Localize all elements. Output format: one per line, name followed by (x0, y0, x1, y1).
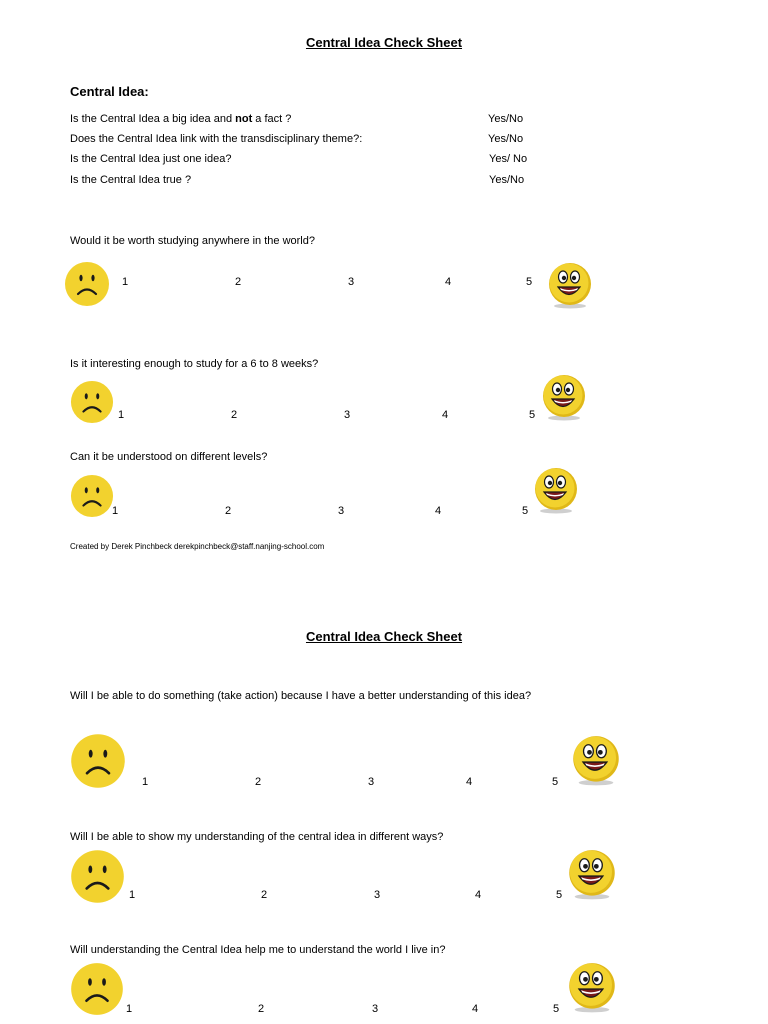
credit-line: Created by Derek Pinchbeck derekpinchbeck@staff.nanjing-school.com (70, 542, 325, 551)
sad-face-icon (64, 261, 110, 307)
rating-2[interactable]: 2 (261, 889, 268, 901)
sad-face-icon (70, 962, 124, 1016)
rating-1[interactable]: 1 (118, 409, 125, 421)
check-question-3: Is the Central Idea just one idea? (70, 153, 232, 165)
happy-face-icon (532, 467, 580, 515)
happy-face-icon (566, 962, 618, 1014)
scale-question-1: Would it be worth studying anywhere in the world? (70, 235, 315, 247)
happy-face-icon (540, 374, 588, 422)
rating-4[interactable]: 4 (466, 776, 473, 788)
rating-2[interactable]: 2 (231, 409, 238, 421)
rating-5[interactable]: 5 (556, 889, 563, 901)
sheet1-title: Central Idea Check Sheet (305, 35, 463, 50)
rating-4[interactable]: 4 (442, 409, 449, 421)
rating-2[interactable]: 2 (258, 1003, 265, 1015)
happy-face-icon (546, 262, 594, 310)
sad-face-icon (70, 474, 114, 518)
rating-1[interactable]: 1 (126, 1003, 133, 1015)
rating-3[interactable]: 3 (372, 1003, 379, 1015)
rating-5[interactable]: 5 (526, 276, 533, 288)
scale-question-2: Is it interesting enough to study for a 6 to 8 weeks? (70, 358, 319, 370)
rating-3[interactable]: 3 (344, 409, 351, 421)
rating-3[interactable]: 3 (338, 505, 345, 517)
rating-3[interactable]: 3 (374, 889, 381, 901)
rating-2[interactable]: 2 (225, 505, 232, 517)
check-answer-3[interactable]: Yes/ No (489, 153, 528, 165)
rating-4[interactable]: 4 (435, 505, 442, 517)
rating-5[interactable]: 5 (529, 409, 536, 421)
rating-1[interactable]: 1 (122, 276, 129, 288)
rating-5[interactable]: 5 (522, 505, 529, 517)
rating-4[interactable]: 4 (475, 889, 482, 901)
happy-face-icon (570, 735, 622, 787)
sheet2-title: Central Idea Check Sheet (305, 629, 463, 644)
rating-5[interactable]: 5 (553, 1003, 560, 1015)
scale-question-5: Will I be able to show my understanding of the central idea in different ways? (70, 831, 444, 843)
check-answer-2[interactable]: Yes/No (488, 133, 524, 145)
check-answer-1[interactable]: Yes/No (488, 113, 524, 125)
sad-face-icon (70, 380, 114, 424)
rating-2[interactable]: 2 (255, 776, 262, 788)
rating-5[interactable]: 5 (552, 776, 559, 788)
rating-3[interactable]: 3 (368, 776, 375, 788)
check-question-2: Does the Central Idea link with the transdisciplinary theme?: (70, 133, 363, 145)
rating-3[interactable]: 3 (348, 276, 355, 288)
rating-1[interactable]: 1 (129, 889, 136, 901)
scale-question-6: Will understanding the Central Idea help me to understand the world I live in? (70, 944, 446, 956)
check-question-4: Is the Central Idea true ? (70, 174, 192, 186)
sad-face-icon (70, 733, 126, 789)
check-answer-4[interactable]: Yes/No (489, 174, 525, 186)
check-question-1: Is the Central Idea a big idea and not a fact ? (70, 113, 292, 125)
central-idea-heading: Central Idea: (70, 84, 149, 99)
rating-4[interactable]: 4 (472, 1003, 479, 1015)
sad-face-icon (70, 849, 125, 904)
happy-face-icon (566, 849, 618, 901)
rating-1[interactable]: 1 (112, 505, 119, 517)
scale-question-3: Can it be understood on different levels? (70, 451, 268, 463)
rating-1[interactable]: 1 (142, 776, 149, 788)
rating-2[interactable]: 2 (235, 276, 242, 288)
rating-4[interactable]: 4 (445, 276, 452, 288)
scale-question-4: Will I be able to do something (take action) because I have a better understanding of this idea? (70, 690, 532, 702)
